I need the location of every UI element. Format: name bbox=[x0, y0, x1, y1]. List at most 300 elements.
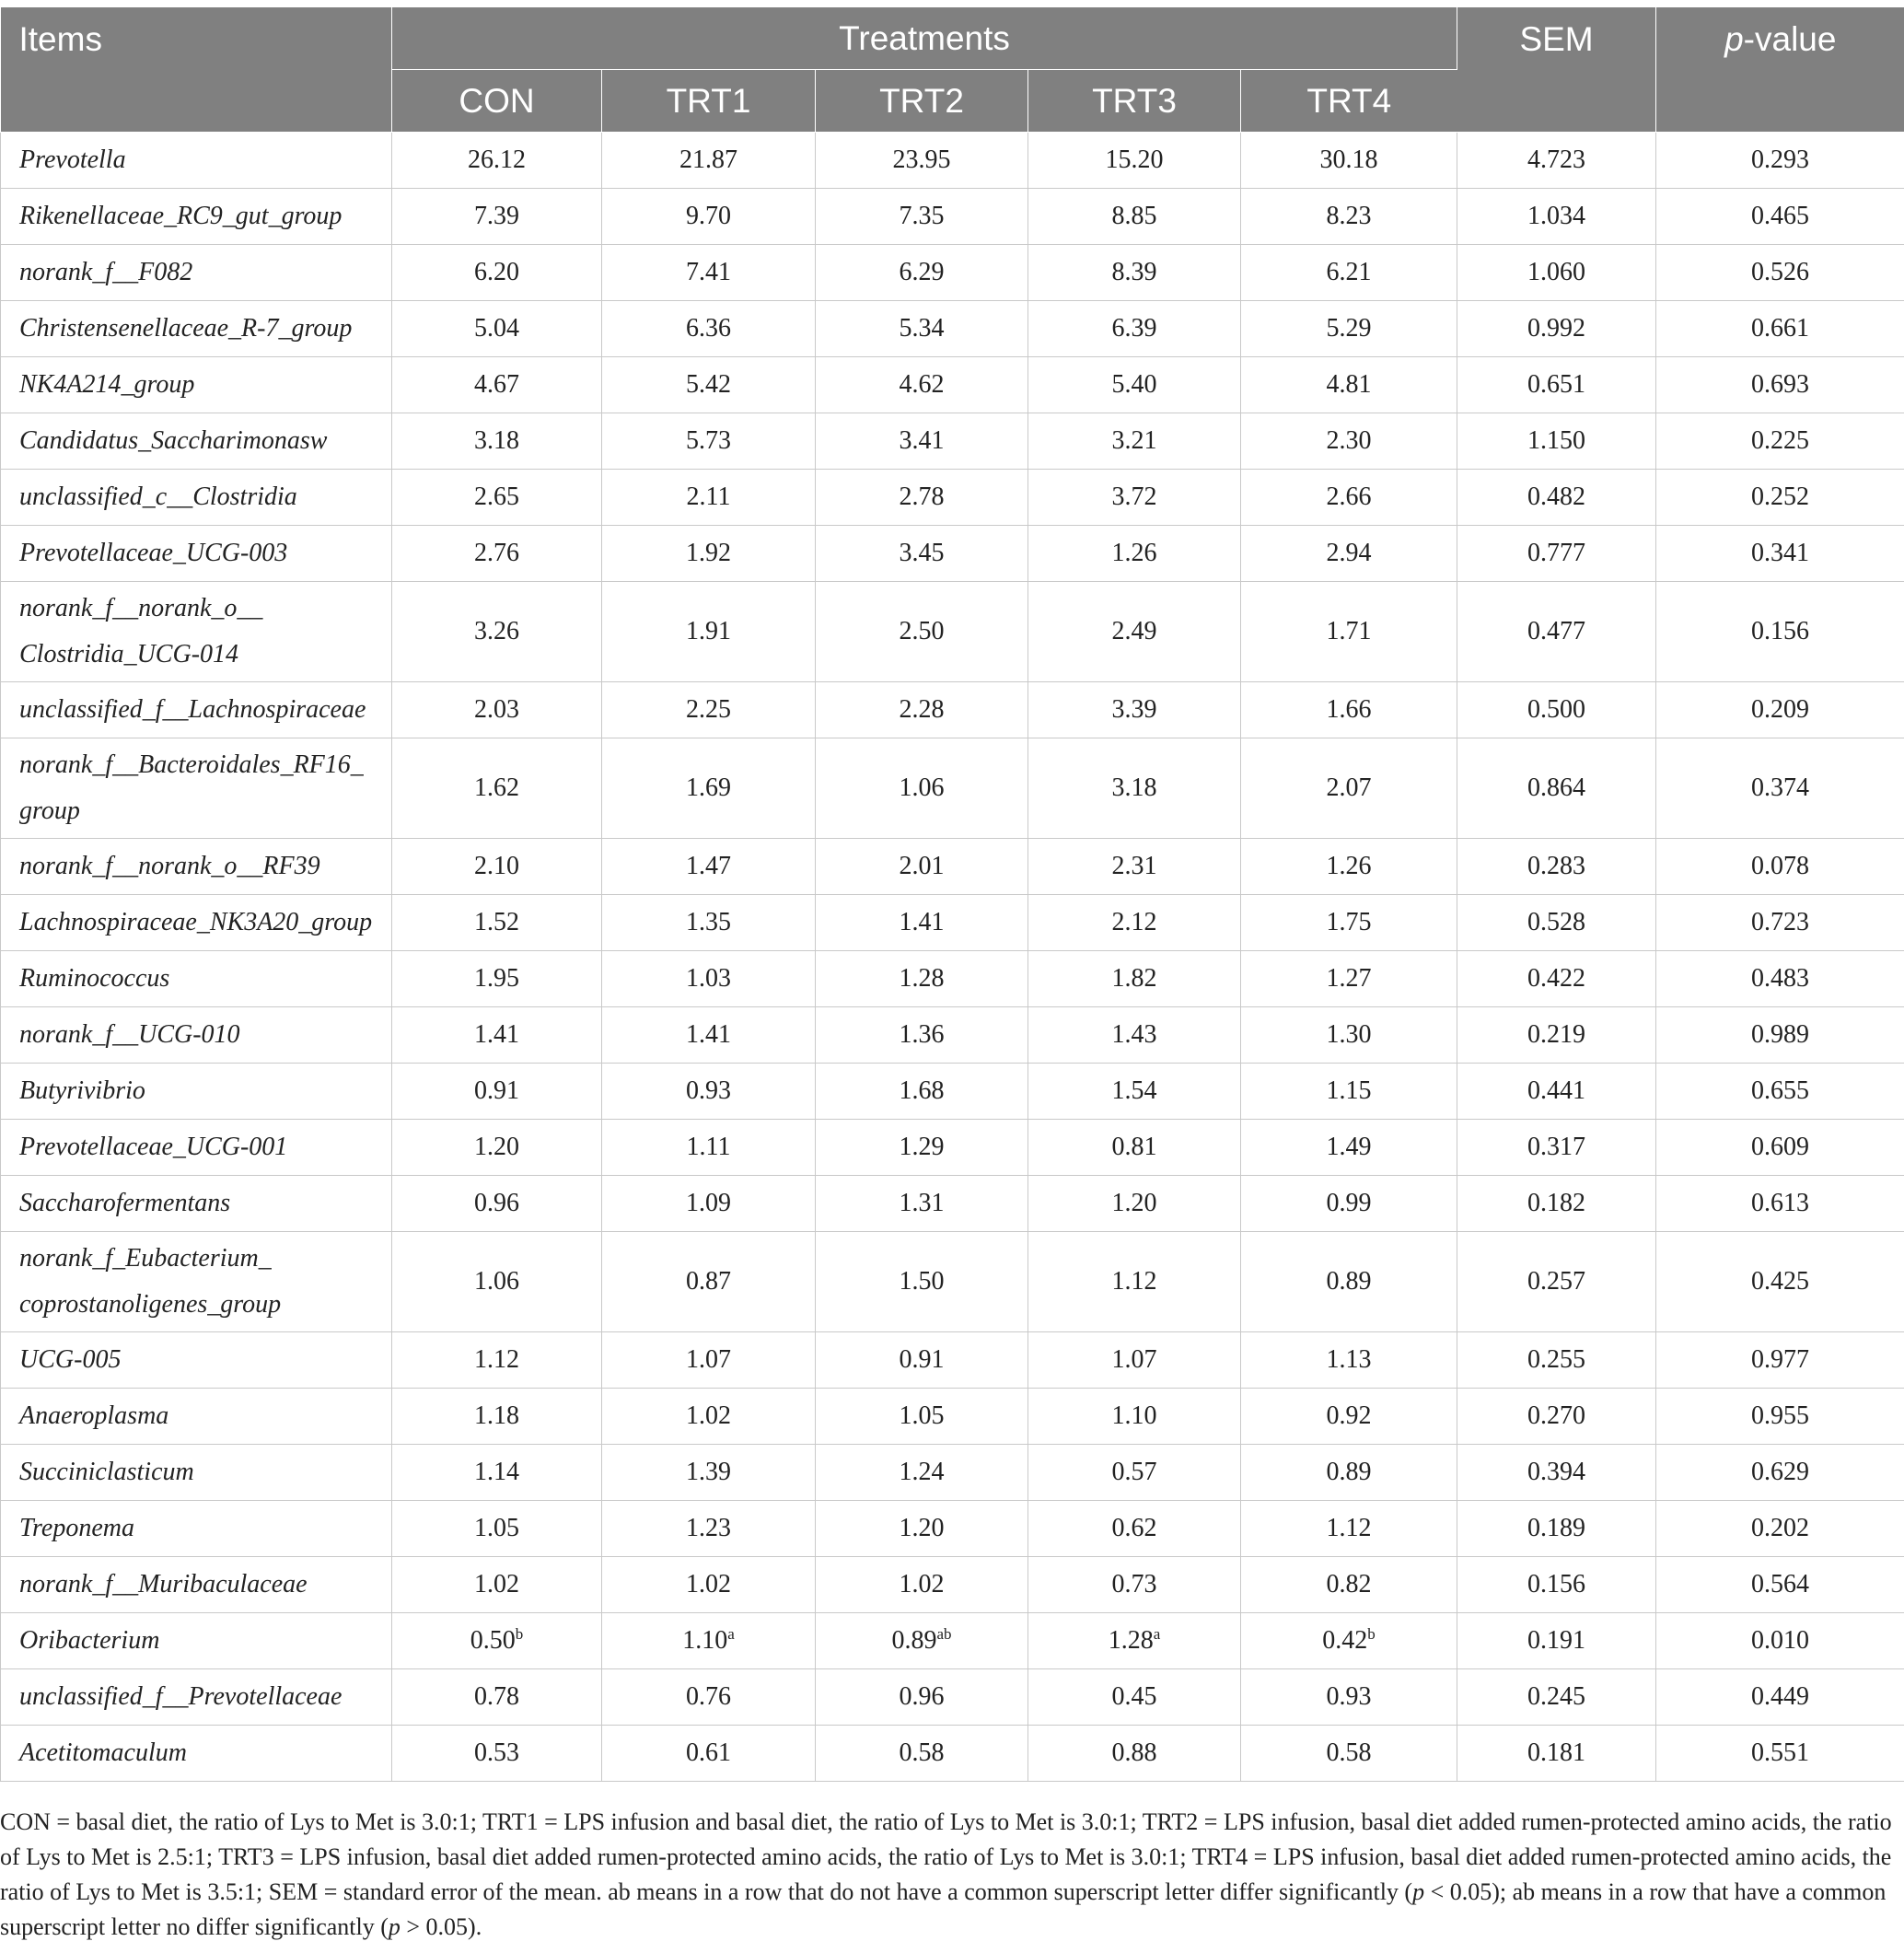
significance-superscript: b bbox=[515, 1625, 524, 1643]
value: 0.58 bbox=[1326, 1738, 1372, 1767]
value-cell bbox=[816, 470, 1028, 526]
table-row bbox=[1, 1726, 1904, 1782]
genus-name-cell bbox=[1, 1726, 392, 1782]
genus-name-cell bbox=[1, 413, 392, 470]
significance-superscript: a bbox=[727, 1625, 735, 1643]
value: 1.82 bbox=[1111, 964, 1157, 993]
p-value-cell: 0.629 bbox=[1656, 1445, 1904, 1501]
value: 0.92 bbox=[1326, 1401, 1372, 1430]
value-cell bbox=[602, 1176, 816, 1232]
value: 1.50 bbox=[899, 1267, 945, 1296]
value-cell bbox=[1241, 301, 1457, 357]
treatments-header: Treatments bbox=[392, 7, 1457, 70]
value: 0.96 bbox=[474, 1189, 519, 1217]
value-cell bbox=[1241, 738, 1457, 839]
value-cell bbox=[816, 1613, 1028, 1669]
value: 0.91 bbox=[474, 1076, 519, 1105]
genus-name: Succiniclasticum bbox=[19, 1458, 194, 1486]
value: 2.11 bbox=[686, 482, 731, 511]
value: 23.95 bbox=[892, 145, 951, 174]
value: 1.05 bbox=[474, 1514, 519, 1542]
value-cell bbox=[1028, 839, 1241, 895]
p-value-cell: 0.374 bbox=[1656, 738, 1904, 839]
p-value-cell: 0.465 bbox=[1656, 189, 1904, 245]
value: 1.02 bbox=[474, 1570, 519, 1598]
value: 2.76 bbox=[474, 539, 519, 567]
value-cell bbox=[816, 1726, 1028, 1782]
genus-name: Prevotellaceae_UCG-001 bbox=[19, 1133, 288, 1161]
value-cell bbox=[392, 1613, 602, 1669]
value: 1.36 bbox=[899, 1020, 945, 1049]
p-value-cell: 0.202 bbox=[1656, 1501, 1904, 1557]
genus-name: Prevotella bbox=[19, 145, 126, 174]
value-cell bbox=[602, 738, 816, 839]
value: 1.12 bbox=[1326, 1514, 1372, 1542]
value-cell bbox=[816, 526, 1028, 582]
footnote-p2: p bbox=[388, 1913, 401, 1940]
value-cell bbox=[816, 301, 1028, 357]
genus-name-cell bbox=[1, 1669, 392, 1726]
value: 5.73 bbox=[686, 426, 731, 455]
value-cell bbox=[1241, 895, 1457, 951]
value: 1.12 bbox=[474, 1345, 519, 1374]
value-cell bbox=[1028, 682, 1241, 738]
genus-name: Rikenellaceae_RC9_gut_group bbox=[19, 202, 342, 230]
sem-cell: 0.283 bbox=[1457, 839, 1656, 895]
genus-name: unclassified_f__Lachnospiraceae bbox=[19, 695, 366, 724]
value-cell bbox=[602, 1557, 816, 1613]
value-cell bbox=[392, 1232, 602, 1332]
value-cell bbox=[602, 1726, 816, 1782]
value-cell bbox=[1028, 301, 1241, 357]
value-cell bbox=[816, 357, 1028, 413]
value-cell bbox=[1241, 682, 1457, 738]
genus-name-cell bbox=[1, 133, 392, 189]
group-header-trt4: TRT4 bbox=[1241, 70, 1457, 133]
value: 2.50 bbox=[899, 617, 945, 645]
value: 4.81 bbox=[1326, 370, 1372, 399]
p-value-cell: 0.613 bbox=[1656, 1176, 1904, 1232]
value: 1.26 bbox=[1111, 539, 1157, 567]
value: 1.39 bbox=[686, 1458, 731, 1486]
value: 1.15 bbox=[1326, 1076, 1372, 1105]
value: 0.76 bbox=[686, 1682, 731, 1711]
value-cell bbox=[816, 895, 1028, 951]
value-cell bbox=[816, 582, 1028, 682]
value-cell bbox=[602, 133, 816, 189]
genus-name-cell bbox=[1, 189, 392, 245]
table-row bbox=[1, 1669, 1904, 1726]
sem-cell: 0.189 bbox=[1457, 1501, 1656, 1557]
sem-cell: 0.651 bbox=[1457, 357, 1656, 413]
value-cell bbox=[602, 1389, 816, 1445]
sem-cell: 0.864 bbox=[1457, 738, 1656, 839]
value: 6.20 bbox=[474, 258, 519, 286]
value-cell bbox=[392, 1007, 602, 1064]
sem-cell: 0.191 bbox=[1457, 1613, 1656, 1669]
value-cell bbox=[602, 682, 816, 738]
table-row bbox=[1, 839, 1904, 895]
value: 1.09 bbox=[686, 1189, 731, 1217]
value: 1.41 bbox=[474, 1020, 519, 1049]
sem-cell: 0.156 bbox=[1457, 1557, 1656, 1613]
table-row bbox=[1, 245, 1904, 301]
value: 1.68 bbox=[899, 1076, 945, 1105]
p-value-cell: 0.655 bbox=[1656, 1064, 1904, 1120]
genus-name-cell bbox=[1, 1613, 392, 1669]
value-cell bbox=[392, 1064, 602, 1120]
value: 1.07 bbox=[1111, 1345, 1157, 1374]
value-cell bbox=[1241, 839, 1457, 895]
value-cell bbox=[392, 1389, 602, 1445]
table-row bbox=[1, 413, 1904, 470]
value-cell bbox=[392, 1332, 602, 1389]
value: 5.42 bbox=[686, 370, 731, 399]
value: 7.35 bbox=[899, 202, 945, 230]
value-cell bbox=[1028, 1120, 1241, 1176]
sem-cell: 1.060 bbox=[1457, 245, 1656, 301]
value: 1.52 bbox=[474, 908, 519, 936]
value: 1.06 bbox=[474, 1267, 519, 1296]
p-suffix: -value bbox=[1743, 20, 1837, 58]
value: 3.45 bbox=[899, 539, 945, 567]
table-row bbox=[1, 1501, 1904, 1557]
value-cell bbox=[816, 1176, 1028, 1232]
value-cell bbox=[602, 1232, 816, 1332]
value: 2.78 bbox=[899, 482, 945, 511]
value-cell bbox=[1241, 357, 1457, 413]
value: 1.95 bbox=[474, 964, 519, 993]
value: 1.05 bbox=[899, 1401, 945, 1430]
value: 1.29 bbox=[899, 1133, 945, 1161]
value: 4.62 bbox=[899, 370, 945, 399]
value: 2.07 bbox=[1326, 773, 1372, 802]
genus-name-cell bbox=[1, 582, 392, 682]
value: 3.72 bbox=[1111, 482, 1157, 511]
genus-name: Prevotellaceae_UCG-003 bbox=[19, 539, 288, 567]
value: 0.89 bbox=[891, 1626, 937, 1655]
value-cell bbox=[1028, 470, 1241, 526]
p-value-cell: 0.225 bbox=[1656, 413, 1904, 470]
value-cell bbox=[602, 301, 816, 357]
value-cell bbox=[1241, 470, 1457, 526]
value-cell bbox=[816, 1557, 1028, 1613]
value-cell bbox=[1028, 1726, 1241, 1782]
value: 2.10 bbox=[474, 852, 519, 880]
value-cell bbox=[816, 682, 1028, 738]
value: 2.66 bbox=[1326, 482, 1372, 511]
genus-name: norank_f_Eubacterium_ bbox=[19, 1244, 272, 1273]
value-cell bbox=[816, 1501, 1028, 1557]
table-row bbox=[1, 1064, 1904, 1120]
p-value-cell: 0.609 bbox=[1656, 1120, 1904, 1176]
genus-name: Saccharofermentans bbox=[19, 1189, 231, 1217]
table-row bbox=[1, 357, 1904, 413]
p-value-cell: 0.252 bbox=[1656, 470, 1904, 526]
value: 1.12 bbox=[1111, 1267, 1157, 1296]
value-cell bbox=[816, 1445, 1028, 1501]
genus-name-cell bbox=[1, 1007, 392, 1064]
value: 6.29 bbox=[899, 258, 945, 286]
genus-name: unclassified_f__Prevotellaceae bbox=[19, 1682, 342, 1711]
significance-superscript: b bbox=[1367, 1625, 1376, 1643]
sem-cell: 0.181 bbox=[1457, 1726, 1656, 1782]
genus-name: Lachnospiraceae_NK3A20_group bbox=[19, 908, 373, 936]
value-cell bbox=[1241, 526, 1457, 582]
value-cell bbox=[602, 582, 816, 682]
value: 0.93 bbox=[686, 1076, 731, 1105]
sem-cell: 0.182 bbox=[1457, 1176, 1656, 1232]
value-cell bbox=[1028, 1064, 1241, 1120]
sem-cell: 0.477 bbox=[1457, 582, 1656, 682]
value-cell bbox=[392, 470, 602, 526]
p-value-cell: 0.293 bbox=[1656, 133, 1904, 189]
value-cell bbox=[602, 1613, 816, 1669]
value: 0.61 bbox=[686, 1738, 731, 1767]
value: 0.62 bbox=[1111, 1514, 1157, 1542]
sem-cell: 0.317 bbox=[1457, 1120, 1656, 1176]
p-value-cell: 0.209 bbox=[1656, 682, 1904, 738]
value: 6.21 bbox=[1326, 258, 1372, 286]
genus-name-cell bbox=[1, 526, 392, 582]
p-value-cell: 0.564 bbox=[1656, 1557, 1904, 1613]
table-header bbox=[1, 7, 1904, 133]
genus-name: Acetitomaculum bbox=[19, 1738, 187, 1767]
sem-cell: 0.219 bbox=[1457, 1007, 1656, 1064]
value-cell bbox=[1028, 1557, 1241, 1613]
value-cell bbox=[1241, 1176, 1457, 1232]
value-cell bbox=[816, 1064, 1028, 1120]
value-cell bbox=[1028, 245, 1241, 301]
value-cell bbox=[816, 738, 1028, 839]
value: 1.43 bbox=[1111, 1020, 1157, 1049]
table-row bbox=[1, 1557, 1904, 1613]
group-header-trt2: TRT2 bbox=[816, 70, 1028, 133]
sem-cell: 0.255 bbox=[1457, 1332, 1656, 1389]
value-cell bbox=[392, 582, 602, 682]
value: 3.18 bbox=[1111, 773, 1157, 802]
value-cell bbox=[602, 1064, 816, 1120]
value: 1.02 bbox=[686, 1570, 731, 1598]
value-cell bbox=[816, 189, 1028, 245]
value: 1.41 bbox=[686, 1020, 731, 1049]
value: 1.35 bbox=[686, 908, 731, 936]
value-cell bbox=[816, 1669, 1028, 1726]
p-value-cell: 0.078 bbox=[1656, 839, 1904, 895]
value-cell bbox=[392, 526, 602, 582]
p-value-cell: 0.661 bbox=[1656, 301, 1904, 357]
value: 7.39 bbox=[474, 202, 519, 230]
genus-name-cell bbox=[1, 245, 392, 301]
value: 1.27 bbox=[1326, 964, 1372, 993]
value: 2.30 bbox=[1326, 426, 1372, 455]
value-cell bbox=[816, 1332, 1028, 1389]
table-row bbox=[1, 682, 1904, 738]
value-cell bbox=[1028, 1176, 1241, 1232]
value: 1.54 bbox=[1111, 1076, 1157, 1105]
value: 1.06 bbox=[899, 773, 945, 802]
value: 5.04 bbox=[474, 314, 519, 343]
value-cell bbox=[602, 189, 816, 245]
table-row bbox=[1, 470, 1904, 526]
value-cell bbox=[602, 1501, 816, 1557]
value: 8.39 bbox=[1111, 258, 1157, 286]
genus-name: NK4A214_group bbox=[19, 370, 195, 399]
value: 1.26 bbox=[1326, 852, 1372, 880]
p-value-cell: 0.483 bbox=[1656, 951, 1904, 1007]
value-cell bbox=[392, 1445, 602, 1501]
genus-name: Candidatus_Saccharimonasw bbox=[19, 426, 328, 455]
value: 0.89 bbox=[1326, 1267, 1372, 1296]
group-header-con: CON bbox=[392, 70, 602, 133]
footnote-p1: p bbox=[1412, 1878, 1425, 1905]
value: 1.20 bbox=[474, 1133, 519, 1161]
value-cell bbox=[1028, 1613, 1241, 1669]
value: 2.12 bbox=[1111, 908, 1157, 936]
value: 0.50 bbox=[470, 1626, 516, 1655]
value: 1.28 bbox=[899, 964, 945, 993]
value-cell bbox=[1241, 582, 1457, 682]
value: 1.30 bbox=[1326, 1020, 1372, 1049]
value: 1.23 bbox=[686, 1514, 731, 1542]
value-cell bbox=[1028, 1669, 1241, 1726]
value: 1.91 bbox=[686, 617, 731, 645]
value: 1.20 bbox=[1111, 1189, 1157, 1217]
sem-cell: 0.394 bbox=[1457, 1445, 1656, 1501]
value-cell bbox=[602, 1007, 816, 1064]
table-row bbox=[1, 1232, 1904, 1332]
value: 1.13 bbox=[1326, 1345, 1372, 1374]
value: 1.75 bbox=[1326, 908, 1372, 936]
sem-cell: 1.150 bbox=[1457, 413, 1656, 470]
genus-name-continued: group bbox=[19, 796, 80, 825]
value: 0.96 bbox=[899, 1682, 945, 1711]
value: 0.53 bbox=[474, 1738, 519, 1767]
group-header-trt3: TRT3 bbox=[1028, 70, 1241, 133]
genus-name-cell bbox=[1, 1232, 392, 1332]
value-cell bbox=[392, 1120, 602, 1176]
value-cell bbox=[816, 1232, 1028, 1332]
sem-header: SEM bbox=[1457, 7, 1656, 133]
value-cell bbox=[1028, 1445, 1241, 1501]
value: 1.02 bbox=[686, 1401, 731, 1430]
value-cell bbox=[1028, 951, 1241, 1007]
genus-name-cell bbox=[1, 895, 392, 951]
value: 7.41 bbox=[686, 258, 731, 286]
value-cell bbox=[602, 1669, 816, 1726]
table-row bbox=[1, 951, 1904, 1007]
genus-abundance-table bbox=[0, 7, 1904, 1782]
value: 1.28 bbox=[1108, 1626, 1154, 1655]
value: 1.41 bbox=[899, 908, 945, 936]
table-row bbox=[1, 1613, 1904, 1669]
genus-name-cell bbox=[1, 1445, 392, 1501]
value: 15.20 bbox=[1105, 145, 1164, 174]
value: 1.49 bbox=[1326, 1133, 1372, 1161]
p-value-cell: 0.723 bbox=[1656, 895, 1904, 951]
value: 0.81 bbox=[1111, 1133, 1157, 1161]
genus-name: norank_f__Muribaculaceae bbox=[19, 1570, 308, 1598]
value-cell bbox=[1241, 133, 1457, 189]
p-value-cell: 0.526 bbox=[1656, 245, 1904, 301]
value-cell bbox=[1241, 1726, 1457, 1782]
value: 0.88 bbox=[1111, 1738, 1157, 1767]
value-cell bbox=[1028, 1389, 1241, 1445]
value-cell bbox=[816, 1120, 1028, 1176]
value: 0.73 bbox=[1111, 1570, 1157, 1598]
genus-name: Christensenellaceae_R-7_group bbox=[19, 314, 353, 343]
p-italic: p bbox=[1724, 20, 1744, 58]
value: 0.91 bbox=[899, 1345, 945, 1374]
value: 0.89 bbox=[1326, 1458, 1372, 1486]
p-value-cell: 0.955 bbox=[1656, 1389, 1904, 1445]
value-cell bbox=[1028, 1232, 1241, 1332]
value-cell bbox=[816, 1389, 1028, 1445]
genus-name-cell bbox=[1, 357, 392, 413]
value-cell bbox=[602, 1332, 816, 1389]
value: 1.69 bbox=[686, 773, 731, 802]
value-cell bbox=[816, 133, 1028, 189]
table-row bbox=[1, 301, 1904, 357]
value-cell bbox=[1241, 1007, 1457, 1064]
value: 0.42 bbox=[1322, 1626, 1368, 1655]
p-value-cell: 0.425 bbox=[1656, 1232, 1904, 1332]
table-row bbox=[1, 1007, 1904, 1064]
value: 0.78 bbox=[474, 1682, 519, 1711]
value: 8.85 bbox=[1111, 202, 1157, 230]
value-cell bbox=[1241, 1064, 1457, 1120]
genus-name-continued: coprostanoligenes_group bbox=[19, 1290, 282, 1319]
table-row bbox=[1, 738, 1904, 839]
value-cell bbox=[392, 951, 602, 1007]
genus-name: norank_f__UCG-010 bbox=[19, 1020, 240, 1049]
table-row bbox=[1, 1120, 1904, 1176]
value-cell bbox=[1028, 1332, 1241, 1389]
p-value-cell: 0.156 bbox=[1656, 582, 1904, 682]
sem-cell: 0.422 bbox=[1457, 951, 1656, 1007]
footnote-part3: > 0.05). bbox=[400, 1913, 482, 1940]
p-value-cell: 0.449 bbox=[1656, 1669, 1904, 1726]
value: 5.40 bbox=[1111, 370, 1157, 399]
genus-name: norank_f__norank_o__ bbox=[19, 594, 263, 622]
genus-name: unclassified_c__Clostridia bbox=[19, 482, 297, 511]
value: 1.66 bbox=[1326, 695, 1372, 724]
sem-cell: 0.270 bbox=[1457, 1389, 1656, 1445]
genus-name-continued: Clostridia_UCG-014 bbox=[19, 640, 239, 668]
table-row bbox=[1, 1332, 1904, 1389]
value: 0.57 bbox=[1111, 1458, 1157, 1486]
value-cell bbox=[392, 1669, 602, 1726]
value-cell bbox=[1241, 245, 1457, 301]
genus-name: Treponema bbox=[19, 1514, 134, 1542]
value-cell bbox=[602, 951, 816, 1007]
value-cell bbox=[392, 738, 602, 839]
value-cell bbox=[1028, 1501, 1241, 1557]
sem-cell: 0.441 bbox=[1457, 1064, 1656, 1120]
value: 1.10 bbox=[682, 1626, 728, 1655]
value: 30.18 bbox=[1319, 145, 1378, 174]
value-cell bbox=[1241, 189, 1457, 245]
value-cell bbox=[1028, 582, 1241, 682]
value-cell bbox=[1241, 413, 1457, 470]
value-cell bbox=[392, 839, 602, 895]
p-value-cell: 0.010 bbox=[1656, 1613, 1904, 1669]
value-cell bbox=[392, 189, 602, 245]
value-cell bbox=[1028, 895, 1241, 951]
genus-name: Butyrivibrio bbox=[19, 1076, 145, 1105]
value-cell bbox=[392, 301, 602, 357]
value: 5.29 bbox=[1326, 314, 1372, 343]
